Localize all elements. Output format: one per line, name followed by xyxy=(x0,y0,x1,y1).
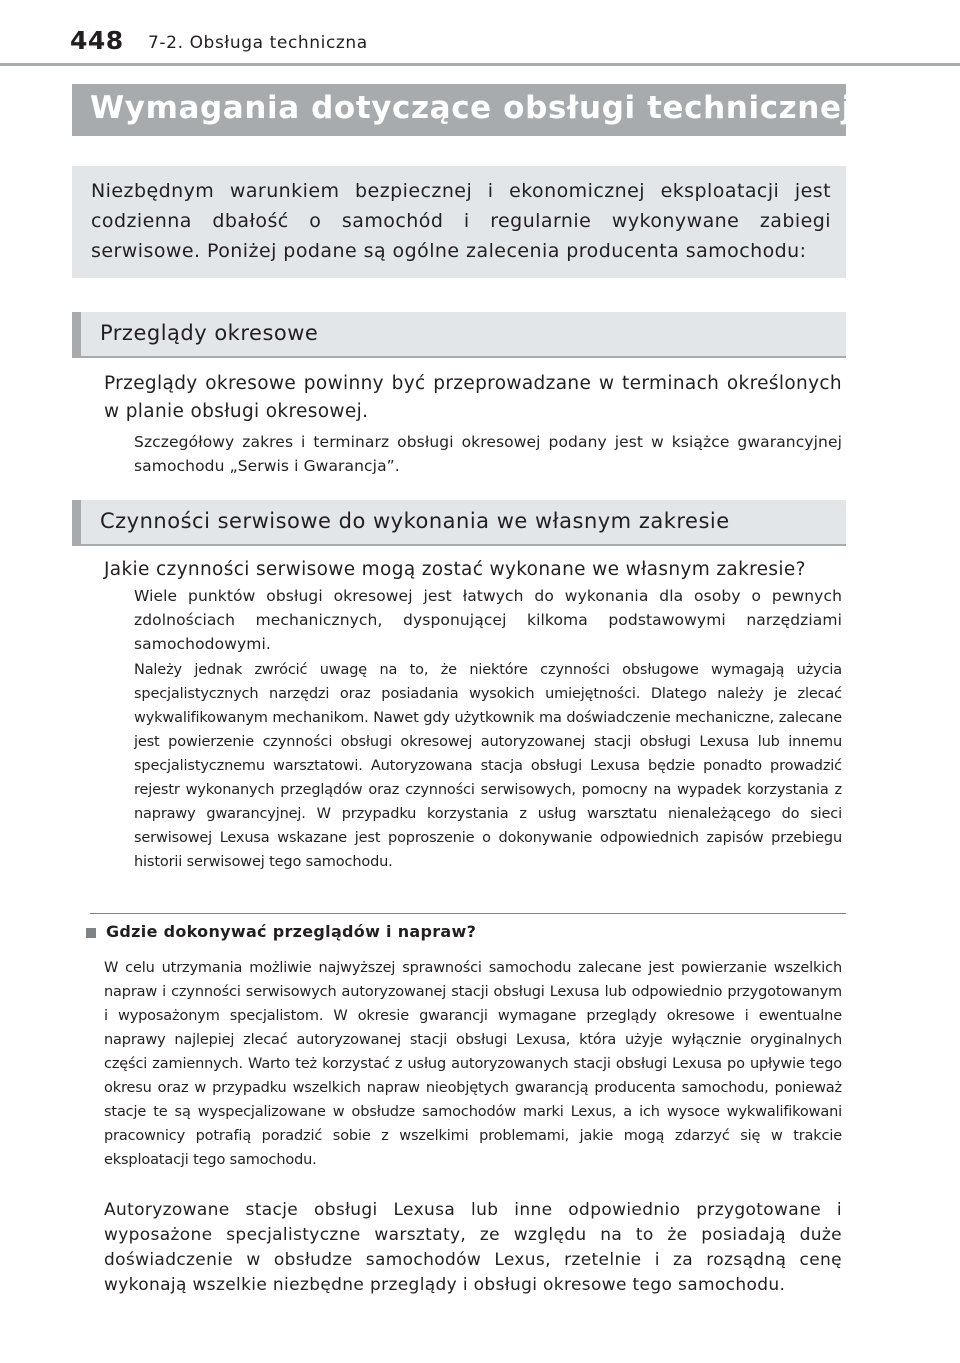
page-number: 448 xyxy=(70,26,124,55)
subheading-label: Przeglądy okresowe xyxy=(100,321,319,345)
intro-text: Niezbędnym warunkiem bezpiecznej i ekonomicznej eksploatacji jest codzienna dbałość o samochód i regularnie wykonywane zabiegi serwisowe. Poniżej podane są ogólne zalecenia producenta samochodu: xyxy=(91,180,831,262)
bullet-heading: Gdzie dokonywać przeglądów i napraw? xyxy=(106,922,477,941)
section2-lead: Jakie czynności serwisowe mogą zostać wykonane we własnym zakresie? xyxy=(104,559,806,580)
section-divider xyxy=(90,913,846,914)
square-bullet-icon xyxy=(86,928,96,938)
title-bar xyxy=(72,84,853,136)
page-title: Wymagania dotyczące obsługi technicznej xyxy=(90,90,853,126)
intro-box xyxy=(72,166,846,278)
section-label: 7-2. Obsługa techniczna xyxy=(148,33,368,53)
subheading-underline xyxy=(72,356,846,358)
subheading-accent xyxy=(72,500,81,544)
page-header xyxy=(0,0,960,66)
subheading-przeglady xyxy=(72,312,846,356)
section2-para2: Należy jednak zwrócić uwagę na to, że niektóre czynności obsługowe wymagają użycia specjalistycznych narzędzi oraz posiadania wysokich umiejętności. Dlatego należy je zlecać wykwalifikowanym mechanikom. Nawet gdy użytkownik ma doświadczenie mechaniczne, zalecane jest powierzenie czynności obsługi okresowej autoryzowanej stacji obsługi Lexusa lub innemu specjalistycznemu warsztatowi. Autoryzowana stacja obsługi Lexusa będzie ponadto prowadzić rejestr wykonanych przeglądów oraz czynności serwisowych, pomocny na wypadek korzystania z naprawy gwarancyjnej. W przypadku korzystania z usług warsztatu nienależącego do sieci serwisowej Lexusa wskazane jest poproszenie o dokonywanie odpowiednich zapisów przebiegu historii serwisowej tego samochodu. xyxy=(134,662,842,870)
section1-note: Szczegółowy zakres i terminarz obsługi okresowej podany jest w książce gwarancyjnej samochodu „Serwis i Gwarancja”. xyxy=(134,433,842,475)
section3-para1: W celu utrzymania możliwie najwyższej sprawności samochodu zalecane jest powierzanie wszelkich napraw i czynności serwisowych autoryzowanej stacji obsługi Lexusa lub odpowiednio przygotowanym i wyposażonym specjalistom. W okresie gwarancji wymagane przeglądy okresowe i ewentualne naprawy najlepiej zlecać autoryzowanej stacji obsługi Lexusa, która użyje wyłącznie oryginalnych części zamiennych. Warto też korzystać z usług autoryzowanych stacji obsługi Lexusa po upływie tego okresu oraz w przypadku wszelkich napraw nieobjętych gwarancją producenta samochodu, ponieważ stacje te są wyspecjalizowane w obsłudze samochodów marki Lexus, a ich wysoce wykwalifikowani pracownicy potrafią poradzić sobie z wszelkimi problemami, jakie mogą zdarzyć się w trakcie eksploatacji tego samochodu. xyxy=(104,960,842,1168)
subheading-accent xyxy=(72,312,81,356)
header-rule xyxy=(0,63,960,66)
section1-lead: Przeglądy okresowe powinny być przeprowadzane w terminach określonych w planie obsługi okresowej. xyxy=(104,373,842,422)
subheading-underline xyxy=(72,544,846,546)
section2-para1: Wiele punktów obsługi okresowej jest łatwych do wykonania dla osoby o pewnych zdolnościach mechanicznych, dysponującej kilkoma podstawowymi narzędziami samochodowymi. xyxy=(134,587,842,653)
subheading-czynnosci xyxy=(72,500,846,544)
section3-para2: Autoryzowane stacje obsługi Lexusa lub inne odpowiednio przygotowane i wyposażone specjalistyczne warsztaty, ze względu na to że posiadają duże doświadczenie w obsłudze samochodów Lexus, rzetelnie i za rozsądną cenę wykonają wszelkie niezbędne przeglądy i obsługi okresowe tego samochodu. xyxy=(104,1200,842,1295)
subheading-label: Czynności serwisowe do wykonania we własnym zakresie xyxy=(100,509,730,533)
